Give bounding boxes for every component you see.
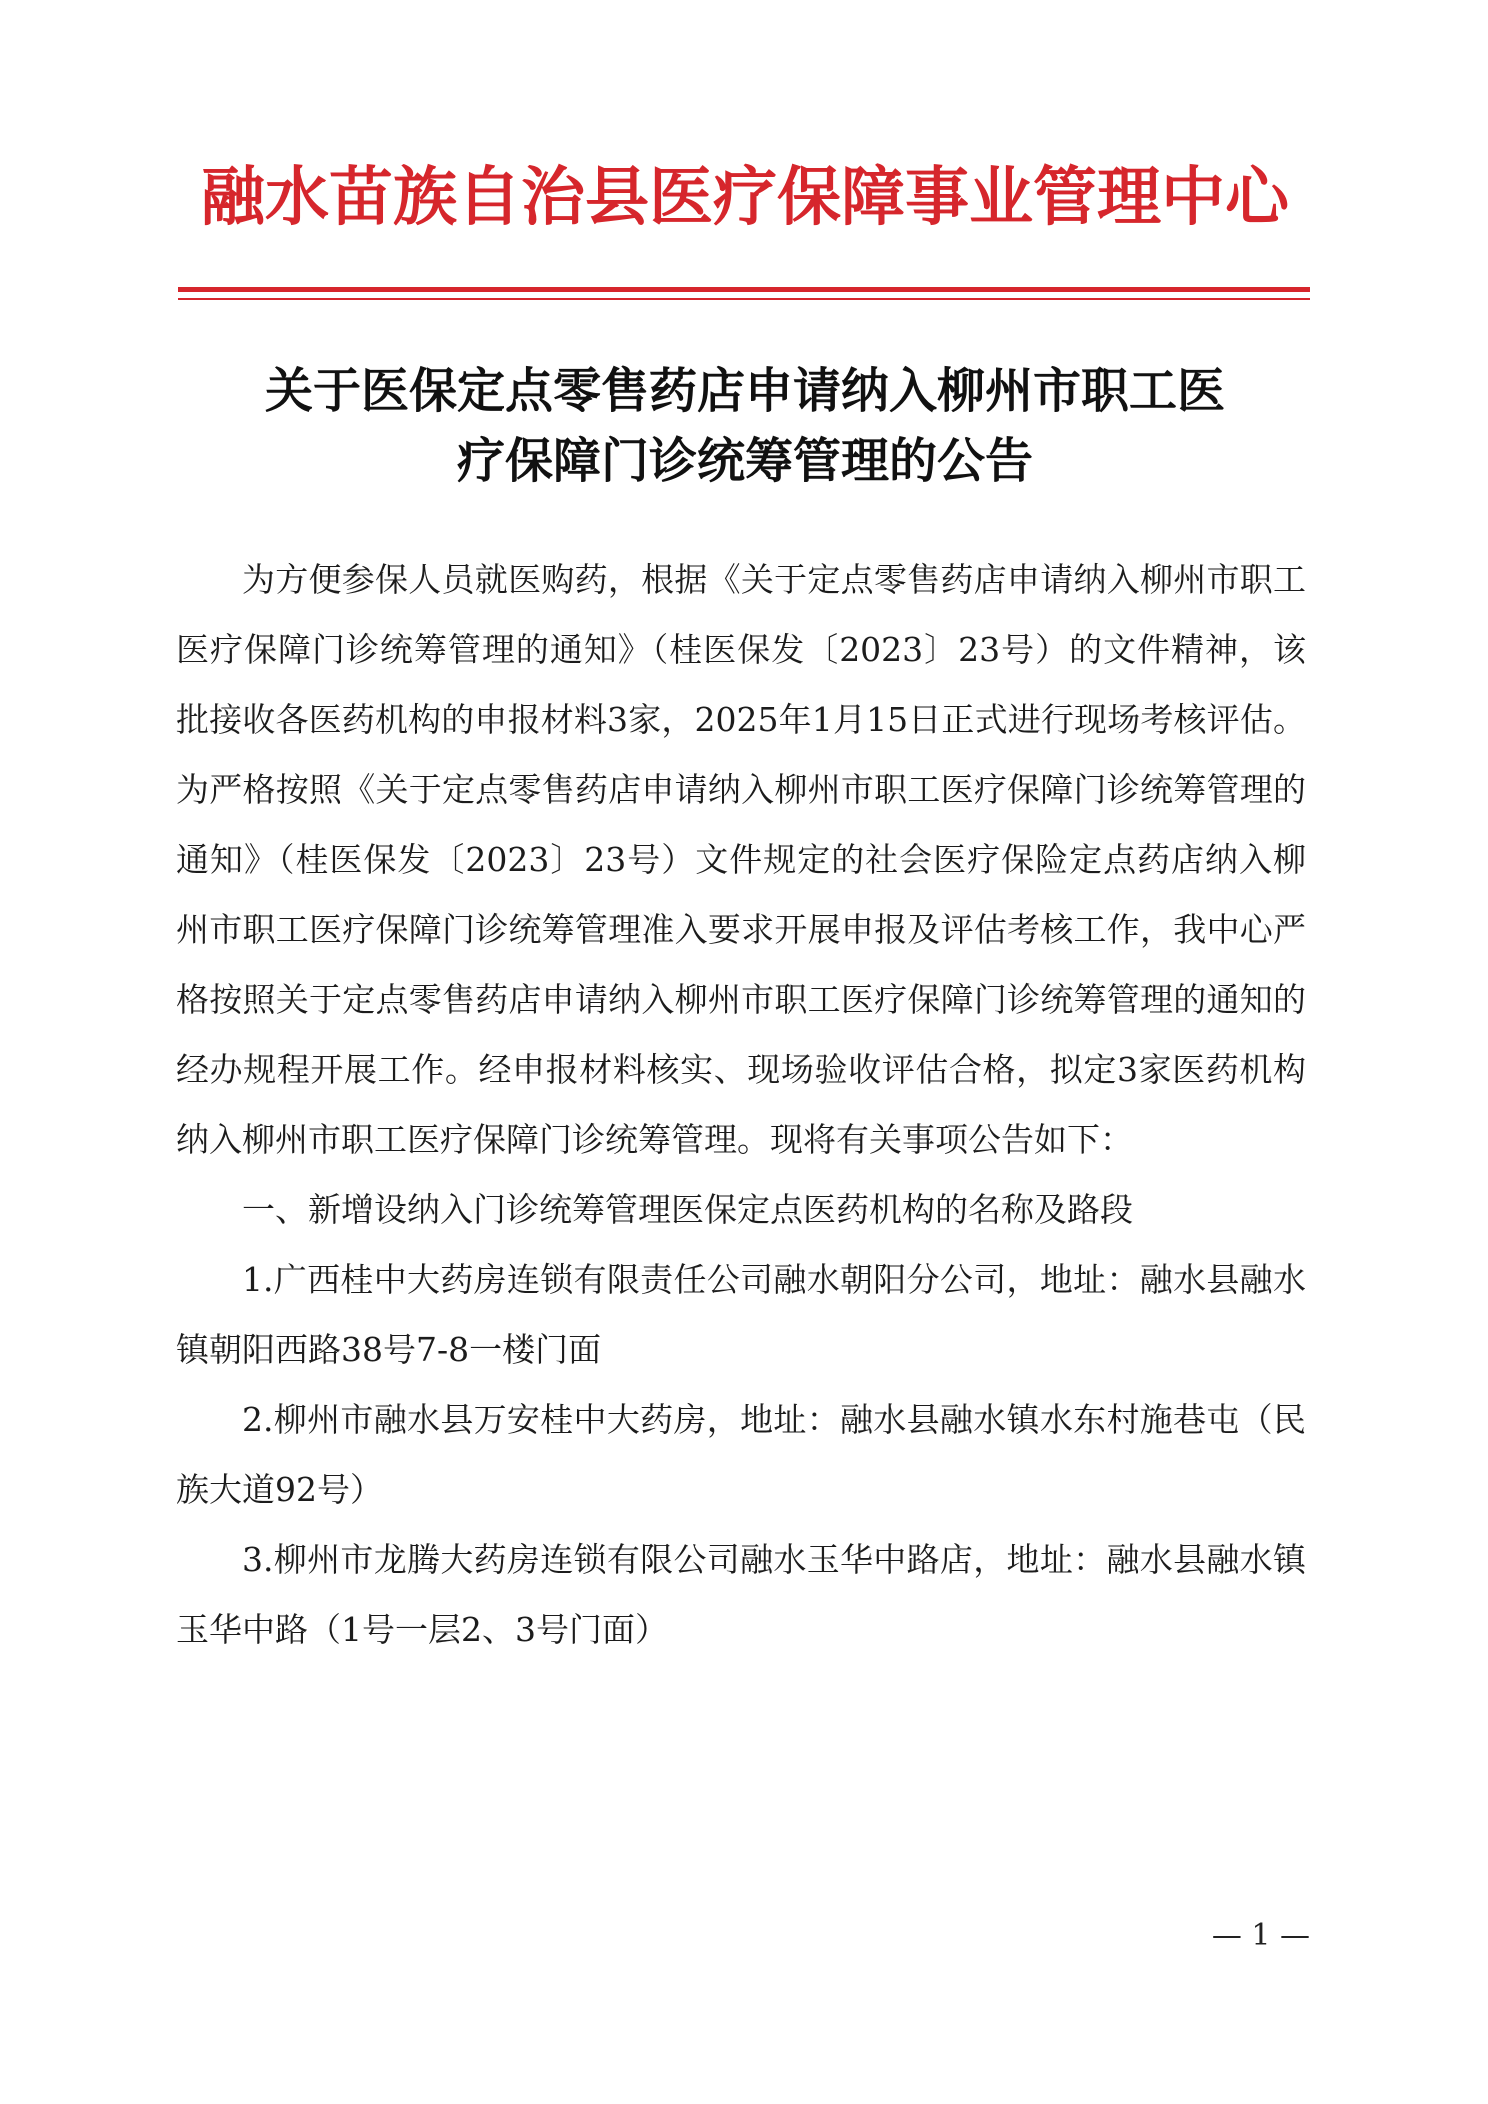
- list-item: 1.广西桂中大药房连锁有限责任公司融水朝阳分公司，地址：融水县融水镇朝阳西路38号7-8一楼门面: [176, 1260, 1306, 1369]
- document-body: [176, 545, 1306, 1665]
- list-item: 3.柳州市龙腾大药房连锁有限公司融水玉华中路店，地址：融水县融水镇玉华中路（1号一层2、3号门面）: [176, 1540, 1306, 1649]
- page-number: — 1 —: [1211, 1918, 1310, 1953]
- title-line-2: 疗保障门诊统筹管理的公告: [456, 433, 1033, 489]
- title-line-1: 关于医保定点零售药店申请纳入柳州市职工医: [264, 363, 1225, 419]
- letterhead-divider-thin: [178, 298, 1310, 300]
- intro-paragraph: 为方便参保人员就医购药，根据《关于定点零售药店申请纳入柳州市职工医疗保障门诊统筹管理的通知》（桂医保发〔2023〕23号）的文件精神，该批接收各医药机构的申报材料3家，2025年1月15日正式进行现场考核评估。为严格按照《关于定点零售药店申请纳入柳州市职工医疗保障门诊统筹管理的通知》（桂医保发〔2023〕23号）文件规定的社会医疗保险定点药店纳入柳州市职工医疗保障门诊统筹管理准入要求开展申报及评估考核工作，我中心严格按照关于定点零售药店申请纳入柳州市职工医疗保障门诊统筹管理的通知的经办规程开展工作。经申报材料核实、现场验收评估合格，拟定3家医药机构纳入柳州市职工医疗保障门诊统筹管理。现将有关事项公告如下：: [176, 560, 1306, 1159]
- letterhead-title: 融水苗族自治县医疗保障事业管理中心: [201, 160, 1289, 235]
- list-item: 2.柳州市融水县万安桂中大药房，地址：融水县融水镇水东村施巷屯（民族大道92号）: [176, 1400, 1306, 1509]
- section-heading: 一、新增设纳入门诊统筹管理医保定点医药机构的名称及路段: [242, 1190, 1133, 1229]
- letterhead-divider-thick: [178, 287, 1310, 292]
- document-title: [175, 356, 1315, 496]
